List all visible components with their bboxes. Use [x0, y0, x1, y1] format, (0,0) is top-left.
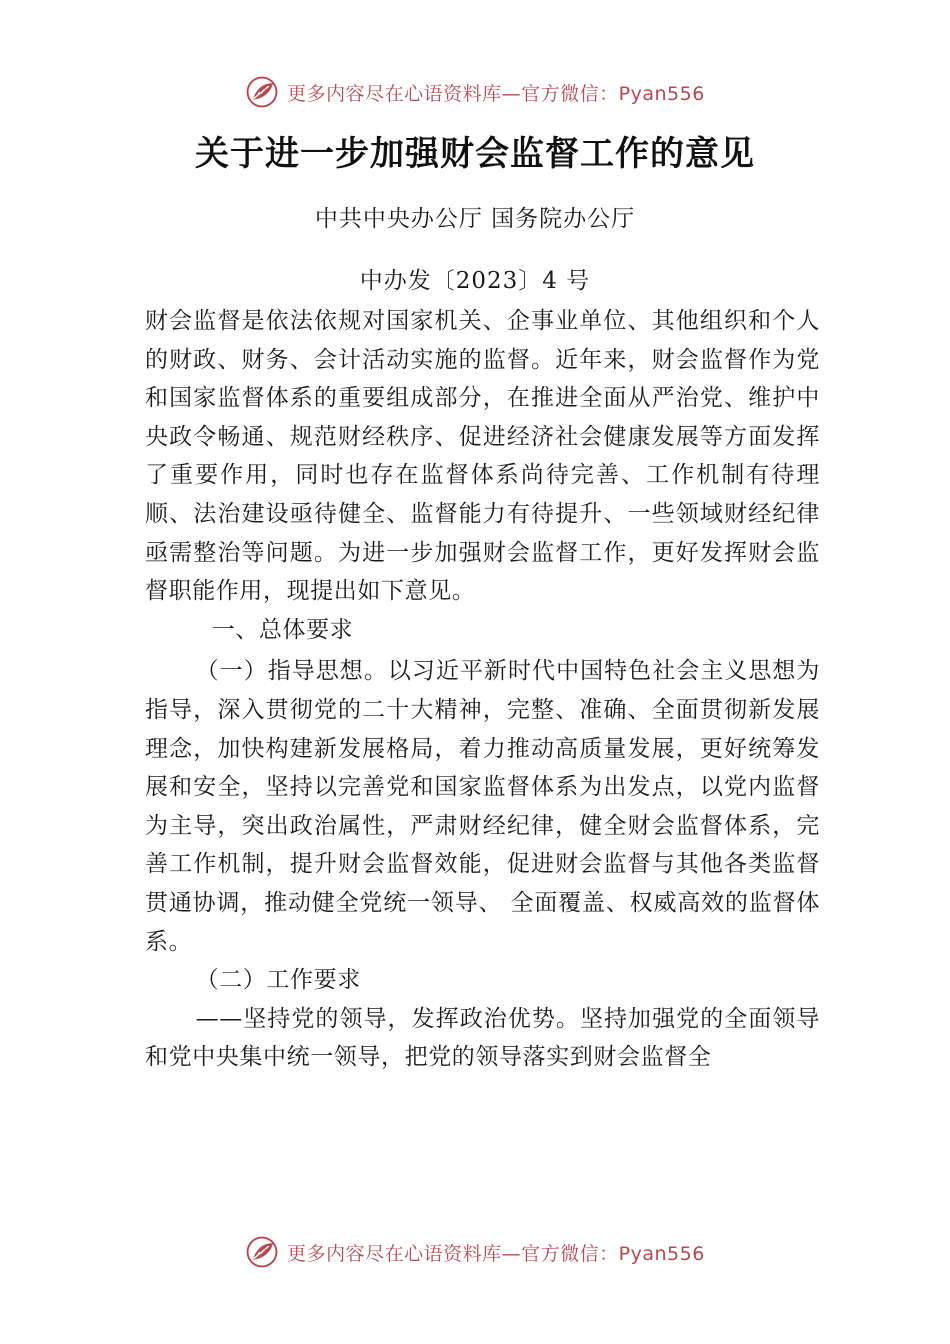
- paragraph-party-leadership: ——坚持党的领导，发挥政治优势。坚持加强党的全面领导和党中央集中统一领导，把党的领导落实到财会监督全: [145, 1005, 820, 1071]
- document-title: 关于进一步加强财会监督工作的意见: [195, 134, 755, 174]
- watermark-text: 更多内容尽在心语资料库—官方微信：Pyan556: [287, 1242, 705, 1265]
- watermark-text: 更多内容尽在心语资料库—官方微信：Pyan556: [287, 82, 705, 105]
- ginkgo-leaf-logo-icon: [245, 1235, 279, 1269]
- document-issuer: 中共中央办公厅 国务院办公厅: [314, 206, 636, 232]
- ginkgo-leaf-logo-icon: [245, 75, 279, 109]
- paragraph-intro: 财会监督是依法依规对国家机关、企事业单位、其他组织和个人的财政、财务、会计活动实施的监督。近年来，财会监督作为党和国家监督体系的重要组成部分，在推进全面从严治党、维护中央政令畅通、规范财经秩序、促进经济社会健康发展等方面发挥了重要作用，同时也存在监督体系尚待完善、工作机制有待理顺、法治建设亟待健全、监督能力有待提升、一些领域财经纪律亟需整治等问题。为进一步加强财会监督工作，更好发挥财会监督职能作用，现提出如下意见。: [145, 308, 820, 605]
- document-number: 中办发〔2023〕4 号: [359, 268, 591, 294]
- watermark-footer: [0, 1232, 950, 1272]
- document-body: [145, 302, 820, 1077]
- section-heading-general-requirements: 一、总体要求: [211, 616, 354, 643]
- watermark-header: [0, 72, 950, 112]
- paragraph-guiding-ideology: （一）指导思想。以习近平新时代中国特色社会主义思想为指导，深入贯彻党的二十大精神，完整、准确、全面贯彻新发展理念，加快构建新发展格局，着力推动高质量发展，更好统筹发展和安全，坚持以完善党和国家监督体系为出发点，以党内监督为主导，突出政治属性，严肃财经纪律，健全财会监督体系，完善工作机制，提升财会监督效能，促进财会监督与其他各类监督贯通协调，推动健全党统一领导、 全面覆盖、权威高效的监督体系。: [145, 658, 820, 955]
- subheading-work-requirements: （二）工作要求: [195, 967, 361, 994]
